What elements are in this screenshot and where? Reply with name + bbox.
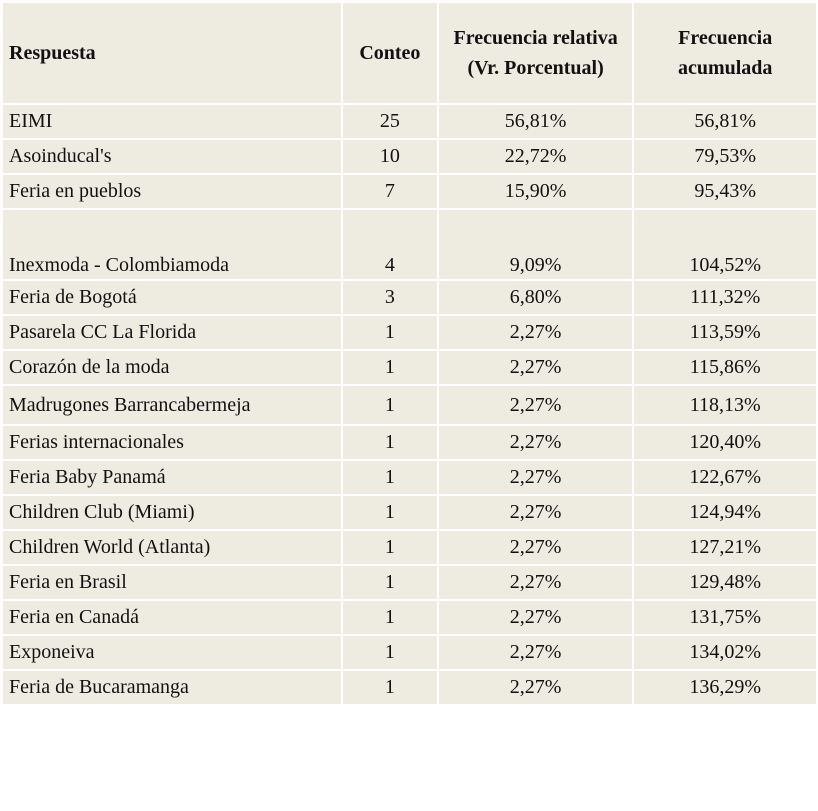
conteo-cell: 10: [343, 140, 437, 173]
table-row: [3, 210, 816, 279]
frecuencia-acumulada-cell: 115,86%: [634, 351, 816, 384]
header-row: [3, 3, 816, 103]
respuesta-cell: Feria en Canadá: [3, 601, 341, 634]
respuesta-cell: Inexmoda - Colombiamoda: [3, 210, 341, 279]
conteo-cell: 1: [343, 316, 437, 349]
conteo-cell: 1: [343, 496, 437, 529]
frecuencia-relativa-cell: 2,27%: [439, 566, 633, 599]
frequency-table: [1, 1, 818, 706]
frecuencia-relativa-cell: 2,27%: [439, 351, 633, 384]
table-row: [3, 316, 816, 349]
frecuencia-relativa-cell: 2,27%: [439, 671, 633, 704]
conteo-cell: 1: [343, 601, 437, 634]
frecuencia-acumulada-cell: 136,29%: [634, 671, 816, 704]
frecuencia-acumulada-cell: 134,02%: [634, 636, 816, 669]
frecuencia-relativa-cell: 2,27%: [439, 426, 633, 459]
frecuencia-relativa-cell: 2,27%: [439, 636, 633, 669]
frecuencia-relativa-cell: 15,90%: [439, 175, 633, 208]
frecuencia-relativa-cell: 22,72%: [439, 140, 633, 173]
conteo-cell: 25: [343, 105, 437, 138]
conteo-cell: 7: [343, 175, 437, 208]
respuesta-cell: Madrugones Barrancabermeja: [3, 386, 341, 424]
respuesta-cell: Exponeiva: [3, 636, 341, 669]
table-row: [3, 671, 816, 704]
frecuencia-relativa-cell: 2,27%: [439, 316, 633, 349]
respuesta-cell: Children World (Atlanta): [3, 531, 341, 564]
header-respuesta: Respuesta: [3, 3, 341, 103]
table-row: [3, 426, 816, 459]
frecuencia-relativa-cell: 56,81%: [439, 105, 633, 138]
frecuencia-relativa-cell: 2,27%: [439, 386, 633, 424]
conteo-cell: 1: [343, 566, 437, 599]
frecuencia-acumulada-cell: 129,48%: [634, 566, 816, 599]
table-row: [3, 531, 816, 564]
frecuencia-relativa-cell: 2,27%: [439, 601, 633, 634]
frecuencia-acumulada-cell: 104,52%: [634, 210, 816, 279]
frecuencia-acumulada-cell: 79,53%: [634, 140, 816, 173]
conteo-cell: 1: [343, 351, 437, 384]
frecuencia-relativa-cell: 2,27%: [439, 461, 633, 494]
header-frecuencia-acumulada: Frecuencia acumulada: [634, 3, 816, 103]
frecuencia-acumulada-cell: 118,13%: [634, 386, 816, 424]
respuesta-cell: Feria de Bucaramanga: [3, 671, 341, 704]
respuesta-cell: Asoinducal's: [3, 140, 341, 173]
conteo-cell: 1: [343, 531, 437, 564]
respuesta-cell: Ferias internacionales: [3, 426, 341, 459]
table-row: [3, 636, 816, 669]
conteo-cell: 1: [343, 671, 437, 704]
table-row: [3, 601, 816, 634]
table-row: [3, 386, 816, 424]
table-row: [3, 105, 816, 138]
respuesta-cell: Pasarela CC La Florida: [3, 316, 341, 349]
conteo-cell: 3: [343, 281, 437, 314]
conteo-cell: 1: [343, 426, 437, 459]
respuesta-cell: Children Club (Miami): [3, 496, 341, 529]
conteo-cell: 1: [343, 636, 437, 669]
conteo-cell: 1: [343, 461, 437, 494]
frecuencia-relativa-cell: 2,27%: [439, 496, 633, 529]
table-row: [3, 175, 816, 208]
table-row: [3, 496, 816, 529]
frecuencia-acumulada-cell: 113,59%: [634, 316, 816, 349]
conteo-cell: 4: [343, 210, 437, 279]
frecuencia-relativa-cell: 6,80%: [439, 281, 633, 314]
frecuencia-relativa-cell: 2,27%: [439, 531, 633, 564]
table-row: [3, 566, 816, 599]
respuesta-cell: Feria de Bogotá: [3, 281, 341, 314]
table-row: [3, 461, 816, 494]
table-row: [3, 281, 816, 314]
frecuencia-acumulada-cell: 95,43%: [634, 175, 816, 208]
respuesta-cell: Corazón de la moda: [3, 351, 341, 384]
frecuencia-relativa-cell: 9,09%: [439, 210, 633, 279]
respuesta-cell: Feria Baby Panamá: [3, 461, 341, 494]
frecuencia-acumulada-cell: 120,40%: [634, 426, 816, 459]
frecuencia-acumulada-cell: 124,94%: [634, 496, 816, 529]
frecuencia-acumulada-cell: 56,81%: [634, 105, 816, 138]
header-frecuencia-relativa: Frecuencia relativa (Vr. Porcentual): [439, 3, 633, 103]
respuesta-cell: Feria en Brasil: [3, 566, 341, 599]
frecuencia-acumulada-cell: 131,75%: [634, 601, 816, 634]
table-row: [3, 351, 816, 384]
frecuencia-acumulada-cell: 122,67%: [634, 461, 816, 494]
frecuencia-acumulada-cell: 127,21%: [634, 531, 816, 564]
header-conteo: Conteo: [343, 3, 437, 103]
conteo-cell: 1: [343, 386, 437, 424]
respuesta-cell: Feria en pueblos: [3, 175, 341, 208]
respuesta-cell: EIMI: [3, 105, 341, 138]
frecuencia-acumulada-cell: 111,32%: [634, 281, 816, 314]
table-row: [3, 140, 816, 173]
